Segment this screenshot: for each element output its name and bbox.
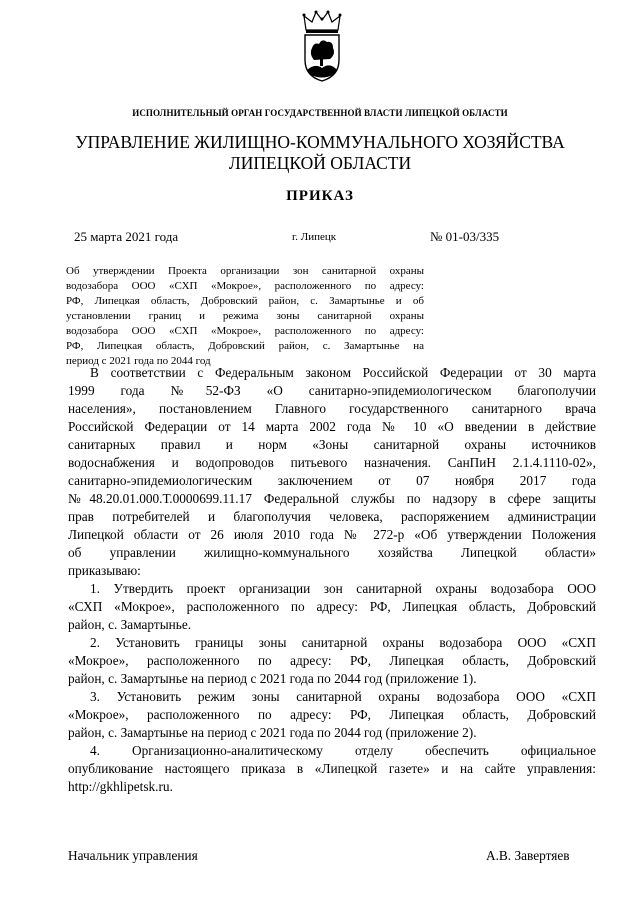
order-subject (66, 264, 424, 369)
body-line: 1. Утвердить проект организации зон санитарной охраны водозабора ООО (90, 581, 596, 596)
order-number: № 01-03/335 (430, 229, 500, 244)
document-type: ПРИКАЗ (286, 188, 354, 204)
body-line: 4. Организационно-аналитическому отделу обеспечить официальное (90, 743, 596, 758)
body-line: №48.20.01.000.Т.0000699.11.17 Федеральной службы по надзору в сфере защиты (68, 491, 596, 506)
signatory-name: А.В. Завертяев (486, 848, 570, 863)
body-line: 1999 года №52-ФЗ «О санитарно-эпидемиологическом благополучии (68, 383, 596, 398)
body-line: «Мокрое», расположенного по адресу: РФ, Липецкая область, Добровский (68, 653, 596, 668)
organization-title (0, 132, 640, 174)
body-line: опубликование настоящего приказа в «Липецкой газете» и на сайте управления: (68, 761, 596, 776)
subject-line: установлении границ и режима зоны санитарной охраны (66, 310, 424, 322)
body-line: Липецкой области от 26 июля 2010 года № 272-р «Об утверждении Положения (68, 527, 596, 542)
coat-of-arms-emblem (300, 10, 344, 82)
body-line: приказываю: (68, 563, 141, 578)
body-line: санитарных правил и норм «Зоны санитарной охраны источников (68, 437, 596, 452)
order-body (68, 364, 596, 796)
body-line: санитарно-эпидемиологическим заключением от 07 ноября 2017 года (68, 473, 596, 488)
body-line: район, с. Замартынье на период с 2021 года по 2044 год (приложение 1). (68, 671, 477, 686)
body-line: «Мокрое», расположенного по адресу: РФ, Липецкая область, Добровский (68, 707, 596, 722)
body-line: об управлении жилищно-коммунального хозяйства Липецкой области» (68, 545, 596, 560)
body-line: населения», постановлением Главного государственного санитарного врача (68, 401, 596, 416)
body-line: 3. Установить режим зоны санитарной охраны водозабора ООО «СХП (90, 689, 596, 704)
body-line: водоснабжения и водопроводов питьевого назначения. СанПиН 2.1.4.1110-02», (68, 455, 596, 470)
body-line: прав потребителей и благополучия человека, распоряжением администрации (68, 509, 596, 524)
authority-line: ИСПОЛНИТЕЛЬНЫЙ ОРГАН ГОСУДАРСТВЕННОЙ ВЛАСТИ ЛИПЕЦКОЙ ОБЛАСТИ (132, 108, 508, 118)
subject-line: Об утверждении Проекта организации зон санитарной охраны (66, 265, 424, 277)
subject-line: РФ, Липецкая область, Добровский район, с. Замартынье и об (66, 295, 424, 307)
body-line: Российской Федерации от 14 марта 2002 года № 10 «О введении в действие (68, 419, 596, 434)
order-date: 25 марта 2021 года (74, 229, 179, 244)
body-line: район, с. Замартынье на период с 2021 года по 2044 год (приложение 2). (68, 725, 477, 740)
body-line: В соответствии с Федеральным законом Российской Федерации от 30 марта (90, 365, 596, 380)
body-line: район, с. Замартынье. (68, 617, 192, 632)
subject-line: период с 2021 года по 2044 год (66, 355, 211, 367)
subject-line: водозабора ООО «СХП «Мокрое», расположенного по адресу: (66, 325, 424, 337)
subject-line: РФ, Липецкая область, Добровский район, с. Замартынье на (66, 340, 424, 352)
body-line[interactable]: http://gkhlipetsk.ru. (68, 779, 173, 794)
order-city: г. Липецк (292, 231, 337, 243)
signatory-position: Начальник управления (68, 848, 198, 863)
organization-title-line2: ЛИПЕЦКОЙ ОБЛАСТИ (228, 153, 412, 173)
body-line: «СХП «Мокрое», расположенного по адресу: РФ, Липецкая область, Добровский (68, 599, 596, 614)
subject-line: водозабора ООО «СХП «Мокрое», расположенного по адресу: (66, 280, 424, 292)
body-line: 2. Установить границы зоны санитарной охраны водозабора ООО «СХП (90, 635, 596, 650)
organization-title-line1: УПРАВЛЕНИЕ ЖИЛИЩНО-КОММУНАЛЬНОГО ХОЗЯЙСТВА (75, 132, 565, 152)
